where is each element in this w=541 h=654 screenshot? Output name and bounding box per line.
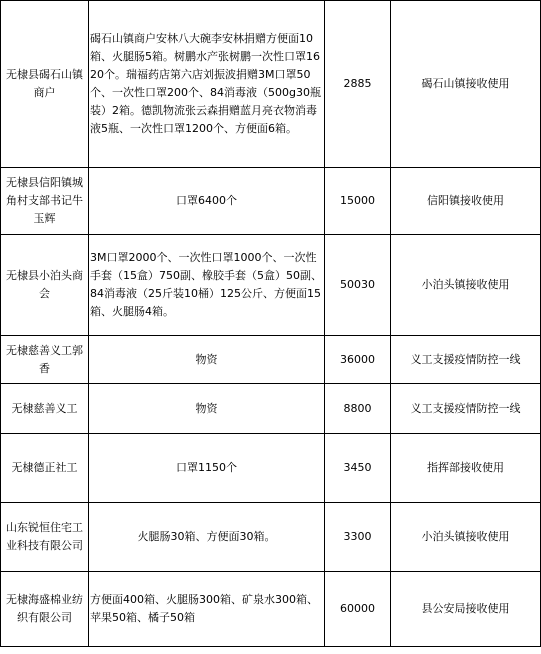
table-row	[1, 336, 541, 384]
items-cell: 物资	[89, 336, 325, 384]
table-row	[1, 168, 541, 235]
items-cell: 物资	[89, 384, 325, 434]
use-cell: 县公安局接收使用	[391, 572, 541, 647]
donor-cell: 无棣慈善义工郭香	[1, 336, 89, 384]
donor-cell: 无棣海盛棉业纺织有限公司	[1, 572, 89, 647]
amount-cell: 8800	[325, 384, 391, 434]
items-cell: 口罩6400个	[89, 168, 325, 235]
donor-cell: 无棣慈善义工	[1, 384, 89, 434]
amount-cell: 3450	[325, 434, 391, 503]
use-cell: 小泊头镇接收使用	[391, 235, 541, 336]
use-cell: 义工支援疫情防控一线	[391, 384, 541, 434]
amount-cell: 3300	[325, 503, 391, 572]
amount-cell: 15000	[325, 168, 391, 235]
items-cell: 口罩1150个	[89, 434, 325, 503]
donor-cell: 无棣德正社工	[1, 434, 89, 503]
use-cell: 指挥部接收使用	[391, 434, 541, 503]
table-row	[1, 235, 541, 336]
amount-cell: 60000	[325, 572, 391, 647]
amount-cell: 50030	[325, 235, 391, 336]
table-row	[1, 434, 541, 503]
use-cell: 碣石山镇接收使用	[391, 1, 541, 168]
use-cell: 信阳镇接收使用	[391, 168, 541, 235]
table-row	[1, 503, 541, 572]
use-cell: 小泊头镇接收使用	[391, 503, 541, 572]
table-row	[1, 1, 541, 168]
items-cell: 碣石山镇商户安林八大碗李安林捐赠方便面10箱、火腿肠5箱。树鹏水产张树鹏一次性口罩1620个。瑞福药店第六店刘振波捐赠3M口罩50个、一次性口罩200个、84消毒液（500g30瓶装）2箱。德凯物流张云森捐赠蓝月亮衣物消毒液5瓶、一次性口罩1200个、方便面6箱。	[89, 1, 325, 168]
donor-cell: 无棣县小泊头商会	[1, 235, 89, 336]
table-row	[1, 572, 541, 647]
amount-cell: 36000	[325, 336, 391, 384]
table-row	[1, 384, 541, 434]
items-cell: 火腿肠30箱、方便面30箱。	[89, 503, 325, 572]
use-cell: 义工支援疫情防控一线	[391, 336, 541, 384]
donor-cell: 无棣县碣石山镇商户	[1, 1, 89, 168]
amount-cell: 2885	[325, 1, 391, 168]
items-cell: 方便面400箱、火腿肠300箱、矿泉水300箱、苹果50箱、橘子50箱	[89, 572, 325, 647]
donor-cell: 山东锐恒住宅工业科技有限公司	[1, 503, 89, 572]
donor-cell: 无棣县信阳镇城角村支部书记牛玉辉	[1, 168, 89, 235]
items-cell: 3M口罩2000个、一次性口罩1000个、一次性手套（15盒）750副、橡胶手套（5盒）50副、84消毒液（25斤装10桶）125公斤、方便面15箱、火腿肠4箱。	[89, 235, 325, 336]
